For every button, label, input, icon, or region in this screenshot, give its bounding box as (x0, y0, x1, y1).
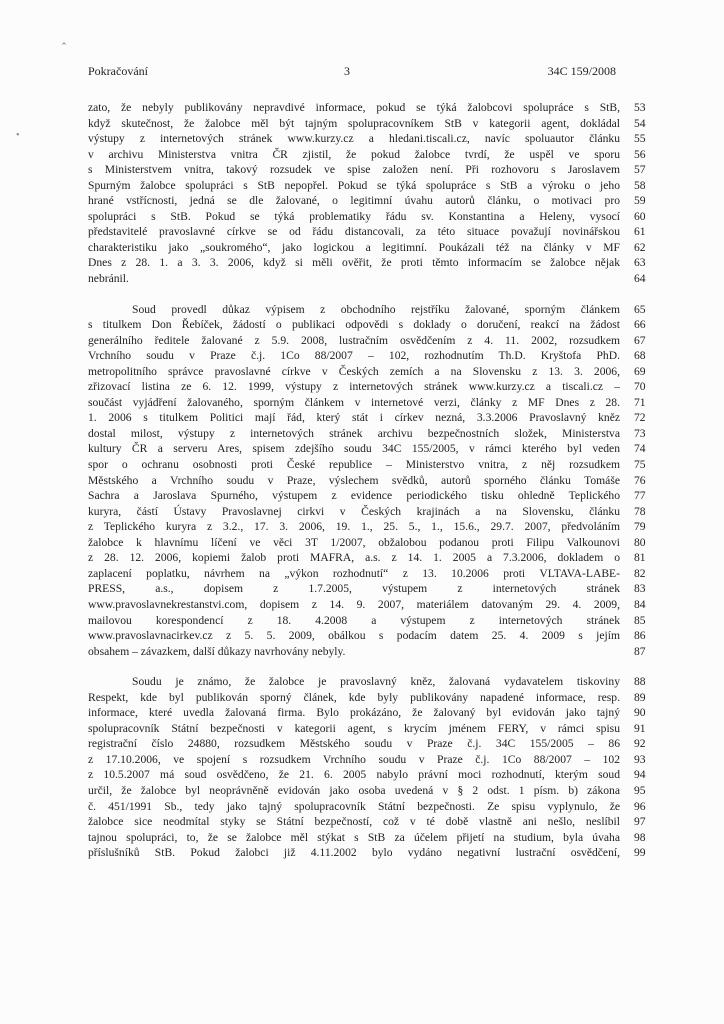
line-number: 55 (634, 132, 646, 146)
line-number: 61 (634, 225, 646, 239)
line-text: hrané vstřícnosti, jedná se dle žalované, o legitimní úvahu autorů článku, o motivaci pro (88, 194, 620, 208)
line-text: určil, že žalobce byl neoprávněně evidován jako osoba uvedená v § 2 odst. 1 písm. b) zákona (88, 783, 620, 797)
text-line (88, 504, 646, 520)
text-line (88, 566, 646, 582)
text-line (88, 613, 646, 629)
text-line (88, 348, 646, 364)
line-text: výstupy z internetových stránek www.kurzy.cz a hledani.tiscali.cz, navíc spoluautor článku (88, 132, 620, 146)
scan-mark: ˆ (62, 40, 66, 54)
page-number: 3 (344, 64, 350, 78)
line-number: 74 (634, 442, 646, 456)
line-number: 77 (634, 489, 646, 503)
text-line (88, 317, 646, 333)
margin-mark: • (16, 130, 20, 141)
text-line (88, 255, 646, 271)
line-text: kultury ČR a serveru Ares, spisem zdejšího soudu 34C 155/2005, v rámci kterého byl veden (88, 442, 620, 456)
line-number: 86 (634, 629, 646, 643)
line-number: 54 (634, 116, 646, 130)
line-number: 84 (634, 597, 646, 611)
line-text: č. 451/1991 Sb., tedy jako tajný spolupracovník Státní bezpečnosti. Ze spisu vyplynulo, že (88, 799, 620, 813)
line-text: dostal milost, výstupy z internetových stránek archivu bezpečnostních složek, Ministerstva (88, 426, 620, 440)
text-line (88, 178, 646, 194)
line-number: 80 (634, 535, 646, 549)
line-text: www.pravoslavnacirkev.cz z 5. 5. 2009, obálkou s podacím datem 25. 4. 2009 s jejím (88, 629, 620, 643)
line-text: v archivu Ministerstva vnitra ČR zjistil, že pokud žalobce tvrdí, že uspěl ve sporu (88, 147, 620, 161)
line-text: z 10.5.2007 má soud osvědčeno, že 21. 6. 2005 nabylo právní moci rozhodnutí, kterým soud (88, 768, 620, 782)
line-number: 95 (634, 783, 646, 797)
line-text: Městského a Vrchního soudu v Praze, výslechem svědků, autorů sporného článku Tomáše (88, 473, 620, 487)
text-line (88, 550, 646, 566)
line-number: 97 (634, 815, 646, 829)
text-line (88, 100, 646, 116)
line-number: 87 (634, 644, 646, 658)
text-line (88, 597, 646, 613)
text-line (88, 845, 646, 861)
line-number: 98 (634, 830, 646, 844)
line-text: nebránil. (88, 272, 129, 286)
line-number: 65 (634, 302, 646, 316)
line-text: Vrchního soudu v Praze č.j. 1Co 88/2007 – 102, rozhodnutím Th.D. Kryštofa PhD. (88, 349, 620, 363)
text-line (88, 644, 646, 660)
line-number: 78 (634, 504, 646, 518)
text-line (88, 457, 646, 473)
text-line (88, 488, 646, 504)
line-number: 83 (634, 582, 646, 596)
line-number: 67 (634, 333, 646, 347)
line-number: 73 (634, 426, 646, 440)
line-number: 57 (634, 163, 646, 177)
line-text: žalobce k hlavnímu líčení ve věci 3T 1/2007, obžalobou podanou proti Filipu Valkounovi (88, 535, 620, 549)
text-line (88, 674, 646, 690)
text-line (88, 814, 646, 830)
line-number: 53 (634, 101, 646, 114)
line-text: Dnes z 28. 1. a 3. 3. 2006, když si měli ověřit, že proti těmto informacím se žalobce nějak (88, 256, 620, 270)
text-line (88, 426, 646, 442)
text-line (88, 721, 646, 737)
line-text: kuryra, částí Ústavy Pravoslavnej cirkvi v Českých krajinách a na Slovensku, článku (88, 504, 620, 518)
line-number: 59 (634, 194, 646, 208)
line-text: Soudu je známo, že žalobce je pravoslavný kněz, žalovaná vydavatelem tiskoviny (132, 675, 620, 689)
line-text: PRESS, a.s., dopisem z 1.7.2005, výstupem z internetových stránek (88, 582, 620, 596)
line-text: s Ministerstvem vnitra, takový rozsudek ve spise založen není. Při rozhovoru s Jaroslavem (88, 163, 620, 177)
line-text: registrační číslo 24880, rozsudkem Městského soudu v Praze č.j. 34C 155/2005 – 86 (88, 737, 620, 751)
text-line (88, 752, 646, 768)
text-line (88, 830, 646, 846)
text-line (88, 379, 646, 395)
line-text: spolupracovník Státní bezpečnosti v kategorii agent, s krycím jménem FERY, v rámci spisu (88, 721, 620, 735)
line-text: zřizovací listina ze 6. 12. 1999, výstupy z internetových stránek www.kurzy.cz a tiscali.cz – (88, 380, 620, 394)
line-number: 72 (634, 411, 646, 425)
text-line (88, 736, 646, 752)
text-line (88, 705, 646, 721)
line-text: z 17.10.2006, ve spojení s rozsudkem Vrchního soudu v Praze č.j. 1Co 88/2007 – 102 (88, 752, 620, 766)
text-line (88, 581, 646, 597)
line-number: 79 (634, 520, 646, 534)
text-line (88, 333, 646, 349)
line-text: informace, které uvedla žalovaná firma. Bylo prokázáno, že žalovaný byl evidován jako tajný (88, 706, 620, 720)
line-number: 56 (634, 147, 646, 161)
text-line (88, 240, 646, 256)
line-text: Sachra a Jaroslava Spurného, výstupem z evidence periodického tisku ohledně Teplického (88, 489, 620, 503)
line-text: obsahem – závazkem, další důkazy navrhovány nebyly. (88, 644, 346, 658)
text-line (88, 473, 646, 489)
text-line (88, 147, 646, 163)
line-number: 68 (634, 349, 646, 363)
text-line (88, 302, 646, 318)
text-line (88, 783, 646, 799)
line-number: 71 (634, 395, 646, 409)
line-text: spor o ochranu osobnosti proti České republice – Ministerstvo vnitra, z něj rozsudkem (88, 458, 620, 472)
text-line (88, 767, 646, 783)
line-text: když skutečnost, že žalobce měl být tajným spolupracovníkem StB v kategorii agent, dokládal (88, 116, 620, 130)
line-text: generálního ředitele žalované z 5.9. 2008, lustračním osvědčením z 4. 11. 2002, rozsudkem (88, 333, 620, 347)
text-line (88, 131, 646, 147)
case-number: 34C 159/2008 (547, 64, 616, 78)
line-text: Respekt, kde byl publikován sporný článek, kde byly publikovány napadené informace, resp. (88, 690, 620, 704)
text-line (88, 628, 646, 644)
line-text: zaplacení poplatku, návrhem na „výkon rozhodnutí“ z 13. 10.2006 proti VLTAVA-LABE- (88, 566, 620, 580)
line-number: 85 (634, 613, 646, 627)
line-text: spolupráci s StB. Pokud se týká problematiky řádu sv. Konstantina a Heleny, vysocí (88, 209, 620, 223)
line-number: 93 (634, 752, 646, 766)
line-number: 64 (634, 272, 646, 286)
text-line (88, 271, 646, 287)
document-body (88, 100, 646, 861)
line-text: mailovou korespondencí z 18. 4.2008 a výstupem z internetových stránek (88, 613, 620, 627)
line-text: tajnou spolupráci, to, že se žalobce měl stýkat s StB za účelem přijetí na studium, byla úvaha (88, 830, 620, 844)
line-number: 76 (634, 473, 646, 487)
line-text: z 28. 12. 2006, kopiemi žalob proti MAFRA, a.s. z 14. 1. 2005 a 7.3.2006, dokladem o (88, 551, 620, 565)
line-text: www.pravoslavnekrestanstvi.com, dopisem z 14. 9. 2007, materiálem datovaným 29. 4. 2009, (88, 597, 620, 611)
text-line (88, 209, 646, 225)
text-line (88, 441, 646, 457)
line-number: 66 (634, 318, 646, 332)
text-line (88, 364, 646, 380)
line-text: metropolitního správce pravoslavné církve v Českých zemích a na Slovensku z 13. 3. 2006, (88, 364, 620, 378)
line-text: příslušníků StB. Pokud žalobci již 4.11.2002 bylo vydáno negativní lustrační osvědčení, (88, 846, 620, 860)
line-number: 60 (634, 209, 646, 223)
line-text: Soud provedl důkaz výpisem z obchodního rejstříku žalované, sporným článkem (132, 302, 620, 316)
line-text: žalobce sice neodmítal styky se Státní bezpečností, což v té době vlastně ani nešlo, neslíbil (88, 815, 620, 829)
line-text: Spurným žalobce spolupráci s StB nepopřel. Pokud se týká spolupráce s StB a výroku o jeho (88, 178, 620, 192)
line-number: 63 (634, 256, 646, 270)
header-continuation: Pokračování (88, 64, 148, 78)
text-line (88, 410, 646, 426)
line-number: 94 (634, 768, 646, 782)
line-number: 58 (634, 178, 646, 192)
page-header (88, 64, 616, 82)
line-number: 90 (634, 706, 646, 720)
line-number: 92 (634, 737, 646, 751)
line-number: 89 (634, 690, 646, 704)
text-line (88, 162, 646, 178)
text-line (88, 519, 646, 535)
text-line (88, 224, 646, 240)
line-number: 88 (634, 675, 646, 689)
line-number: 70 (634, 380, 646, 394)
line-number: 81 (634, 551, 646, 565)
line-text: 1. 2006 s titulkem Politici mají řád, který stát i církev nezná, 3.3.2006 Pravoslavný kněz (88, 411, 620, 425)
text-line (88, 690, 646, 706)
text-line (88, 116, 646, 132)
line-text: charakteristiku jako „soukromého“, jako logickou a legitimní. Poukázali též na články v MF (88, 240, 620, 254)
line-text: s titulkem Don Řebíček, žádostí o publikaci odpovědi s doklady o doručení, reakcí na žádost (88, 318, 620, 332)
line-text: z Teplického kuryra z 3.2., 17. 3. 2006, 19. 1., 25. 5., 1., 15.6., 29.7. 2007, předvoláním (88, 520, 620, 534)
line-number: 96 (634, 799, 646, 813)
line-number: 91 (634, 721, 646, 735)
text-line (88, 395, 646, 411)
line-number: 75 (634, 458, 646, 472)
line-text: součást vyjádření žalovaného, sporným článkem v internetové verzi, články z MF Dnes z 28. (88, 395, 620, 409)
text-line (88, 535, 646, 551)
line-text: představitelé pravoslavné církve se od řádu distancovali, za této situace považují novinářskou (88, 225, 620, 239)
line-number: 99 (634, 846, 646, 860)
text-line (88, 799, 646, 815)
line-number: 69 (634, 364, 646, 378)
line-number: 82 (634, 566, 646, 580)
line-text: zato, že nebyly publikovány nepravdivé informace, pokud se týká žalobcovi spolupráce s StB, (88, 101, 620, 114)
text-line (88, 193, 646, 209)
line-number: 62 (634, 240, 646, 254)
